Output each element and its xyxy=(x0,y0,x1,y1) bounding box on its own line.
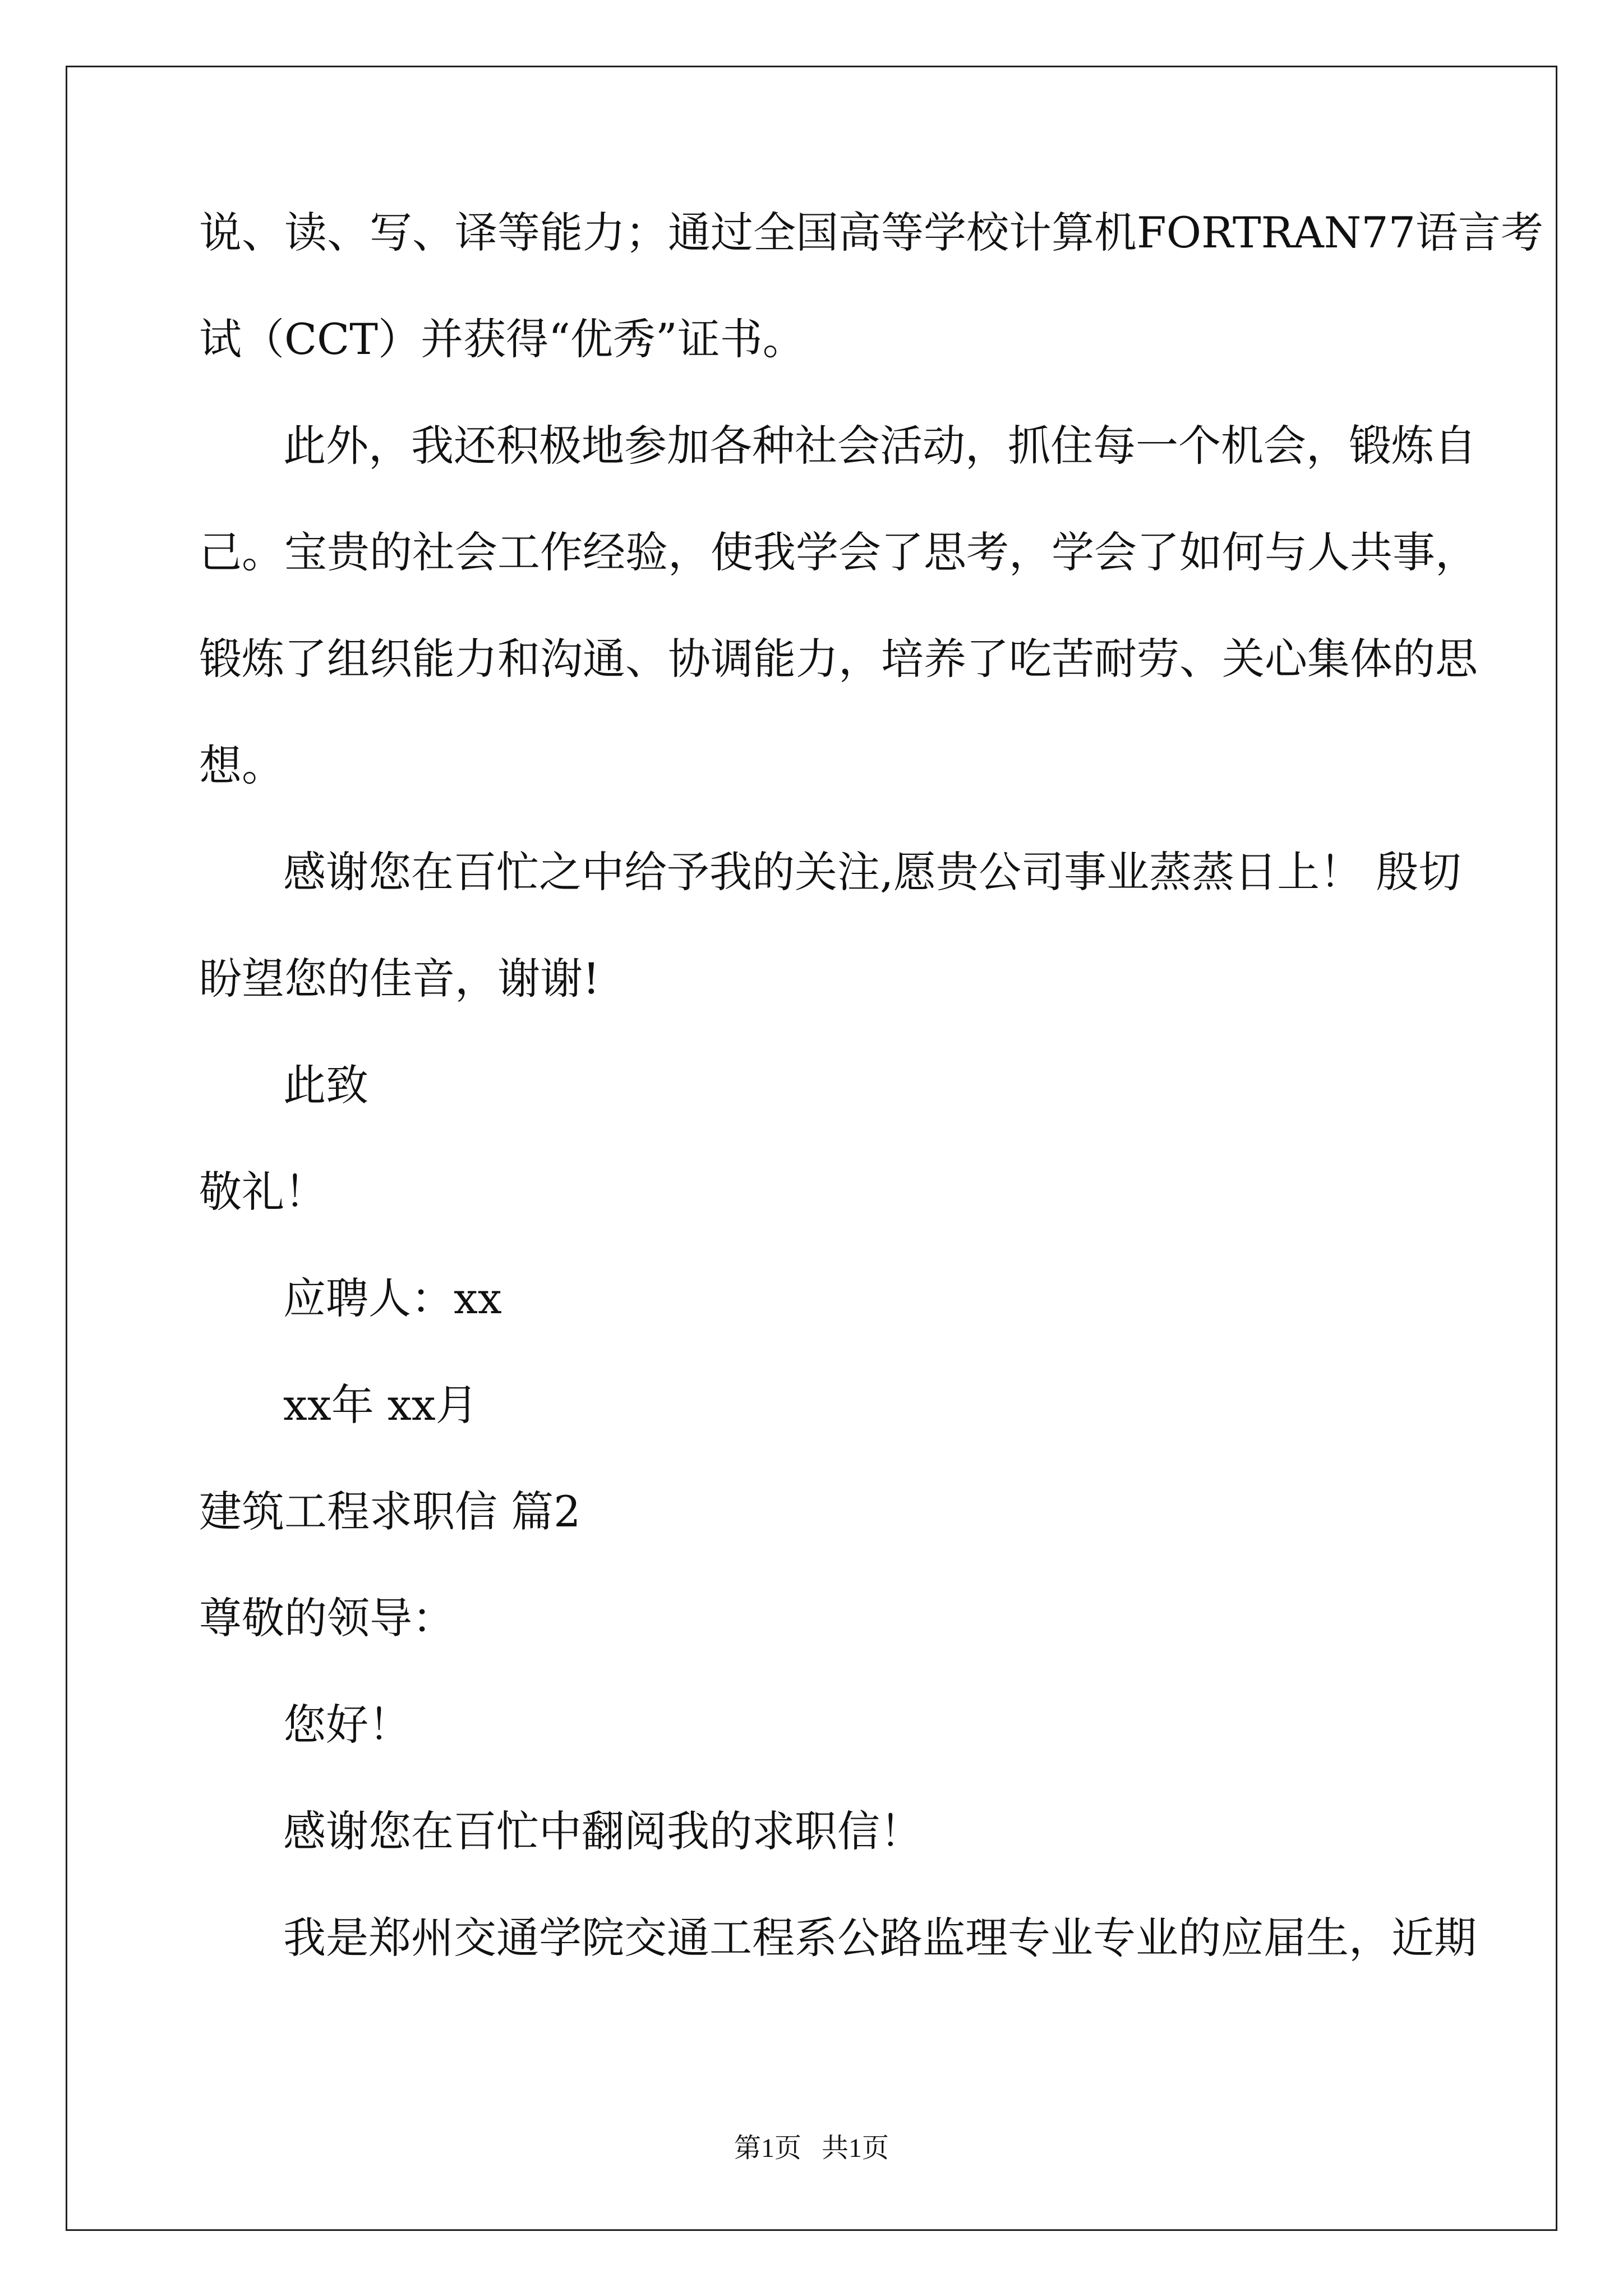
page-number: 第1页 共1页 xyxy=(734,2133,889,2163)
body-line: 己。宝贵的社会工作经验，使我学会了思考，学会了如何与人共事， xyxy=(199,527,1478,577)
salutation-line: 尊敬的领导： xyxy=(199,1593,455,1643)
body-line: 盼望您的佳音，谢谢! xyxy=(199,954,600,1004)
body-line: 说、读、写、译等能力；通过全国高等学校计算机FORTRAN77语言考 xyxy=(199,208,1543,257)
closing-line: 此致 xyxy=(283,1060,368,1110)
body-line: 锻炼了组织能力和沟通、协调能力，培养了吃苦耐劳、关心集体的思 xyxy=(199,634,1478,684)
body-line: 感谢您在百忙之中给予我的关注,愿贵公司事业蒸蒸日上！ 殷切 xyxy=(283,847,1461,897)
body-line: 试（CCT）并获得“优秀”证书。 xyxy=(199,314,805,364)
section-heading: 建筑工程求职信 篇2 xyxy=(199,1487,581,1536)
greeting-line: 您好！ xyxy=(283,1700,411,1750)
date-line: xx年 xx月 xyxy=(283,1380,478,1430)
body-line: 此外，我还积极地参加各种社会活动，抓住每一个机会，锻炼自 xyxy=(283,421,1477,471)
body-line: 想。 xyxy=(199,740,284,790)
page-border xyxy=(66,66,1557,2231)
body-line: 我是郑州交通学院交通工程系公路监理专业专业的应届生，近期 xyxy=(283,1913,1477,1963)
signature-line: 应聘人：xx xyxy=(283,1273,502,1323)
closing-line: 敬礼！ xyxy=(199,1167,327,1217)
body-line: 感谢您在百忙中翻阅我的求职信！ xyxy=(283,1806,923,1856)
